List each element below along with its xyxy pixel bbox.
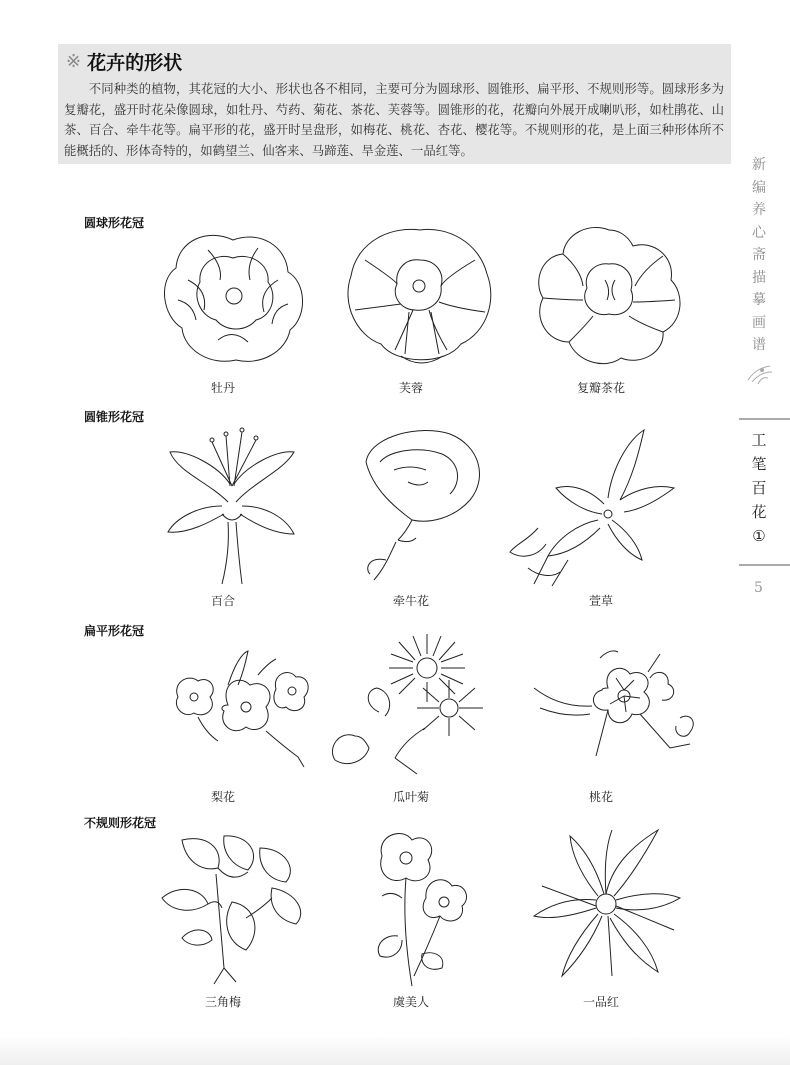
series-char: 斋 [752,247,766,263]
pear-blossom-drawing-icon [158,645,318,775]
section-label-flat: 扁平形花冠 [84,624,145,638]
series-char: 谱 [752,337,766,353]
camellia-drawing-icon [525,220,695,380]
poinsettia-drawing-icon [532,826,682,986]
flower-illustration [508,428,678,608]
flower-caption: 桃花 [588,790,613,804]
flower-caption: 梨花 [210,790,235,804]
flower-caption: 瓜叶菊 [392,790,429,804]
flower-illustration [158,422,328,602]
volume-char: 百 [751,479,767,497]
flower-caption: 牡丹 [210,381,235,395]
series-char: 描 [752,269,766,286]
flower-illustration [350,422,520,602]
section-label-conical: 圆锥形花冠 [84,410,145,424]
flower-caption: 复瓣茶花 [576,381,625,395]
series-char: 摹 [752,292,766,308]
flower-caption: 百合 [210,594,235,608]
bougainvillea-drawing-icon [152,828,317,988]
series-title [749,154,769,357]
cineraria-drawing-icon [325,628,495,778]
peony-drawing-icon [148,220,318,380]
daylily-drawing-icon [508,428,678,588]
section-label-irregular: 不规则形花冠 [84,816,157,830]
volume-char: ① [752,527,766,545]
series-char: 新 [752,157,766,173]
volume-char: 工 [751,431,767,449]
series-char: 心 [752,224,766,241]
series-char: 编 [752,179,766,196]
flower-caption: 芙蓉 [398,381,423,395]
series-char: 画 [752,314,766,331]
intro-box [58,44,731,164]
rail-divider-top [739,418,790,420]
flower-caption: 一品红 [582,995,619,1009]
section-label-globular: 圆球形花冠 [84,216,145,230]
flower-caption: 三角梅 [204,995,241,1009]
orchid-ornament-icon [744,360,776,388]
rail-divider-bottom [739,564,790,566]
series-char: 养 [752,202,766,218]
page-title: 花卉的形状 [87,52,183,74]
page-bottom-shadow [0,1035,790,1065]
lily-drawing-icon [158,422,308,587]
volume-title [747,428,771,548]
reference-mark-icon: ※ [66,51,82,72]
volume-char: 花 [751,503,767,521]
flower-illustration [362,826,532,1006]
corn-poppy-drawing-icon [362,826,472,988]
side-rail [739,150,790,620]
flower-illustration [525,220,695,400]
flower-illustration [335,220,505,400]
peach-blossom-drawing-icon [530,648,700,778]
intro-heading [66,48,182,75]
flower-illustration [532,826,702,1006]
flower-caption: 萱草 [588,594,613,608]
flower-caption: 牵牛花 [392,594,429,608]
volume-char: 笔 [751,455,767,473]
page-number: 5 [754,580,763,596]
flower-illustration [325,628,495,808]
flower-illustration [152,828,322,1008]
flower-illustration [148,220,318,400]
flower-caption: 虞美人 [392,995,429,1009]
morning-glory-drawing-icon [350,422,500,587]
intro-paragraph: 不同种类的植物，其花冠的大小、形状也各不相同，主要可分为圆球形、圆锥形、扁平形、不规则形等。圆球形多为复瓣花，盛开时花朵像圆球，如牡丹、芍药、菊花、茶花、芙蓉等。圆锥形的花，花瓣向外展开成喇叭形，如杜鹃花、山茶、百合、牵牛花等。扁平形的花，盛开时呈盘形，如梅花、桃花、杏花、樱花等。不规则形的花，是上面三种形体所不能概括的、形体奇特的，如鹤望兰、仙客来、马蹄莲、旱金莲、一品红等。 [64,81,724,158]
cotton-rose-drawing-icon [335,220,505,380]
